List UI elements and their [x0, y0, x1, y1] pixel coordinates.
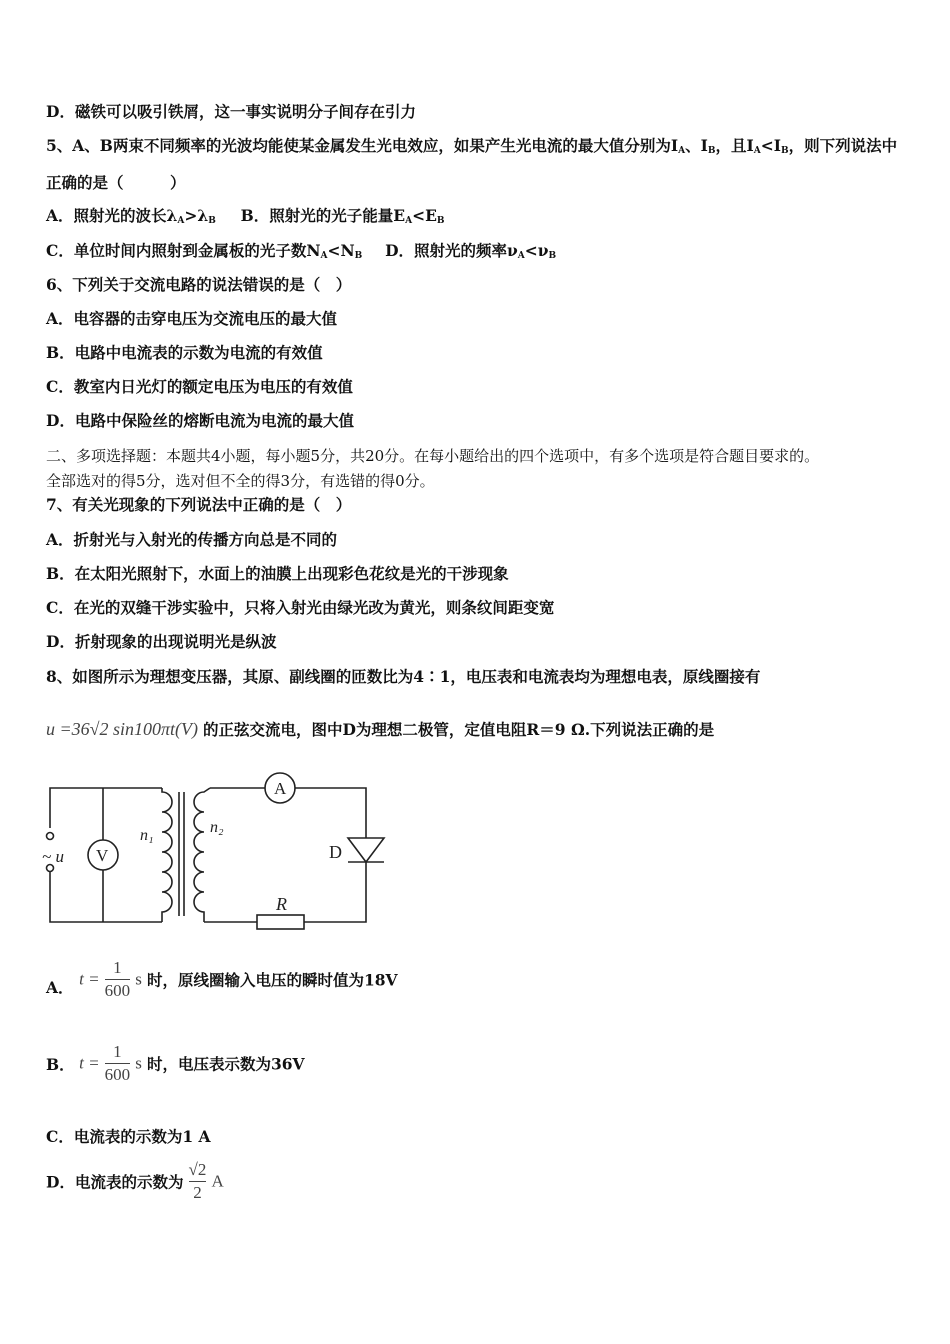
label-voltmeter: V — [96, 846, 109, 865]
q5-stem-part: ，且I — [715, 136, 754, 155]
q8-option-c: C．电流表的示数为1 A — [46, 1127, 211, 1146]
diode-symbol — [348, 838, 384, 862]
q5-stem-part: ，则下列说法中 — [788, 136, 898, 155]
fraction — [189, 1160, 207, 1203]
q8-stem-line1: 8、如图所示为理想变压器，其原、副线圈的匝数比为4∶1，电压表和电流表均为理想电表，原线圈接有 — [46, 667, 761, 686]
label-n1: n₁ — [140, 827, 154, 844]
q4-option-d: D．磁铁可以吸引铁屑，这一事实说明分子间存在引力 — [46, 102, 416, 121]
option-text: B．照射光的光子能量E — [240, 206, 406, 225]
subscript: A — [320, 251, 328, 261]
option-label: A． — [46, 977, 74, 997]
subscript: A — [678, 146, 686, 156]
subscript: A — [753, 146, 761, 156]
subscript: B — [548, 251, 557, 261]
q5-stem-part: 5、A、B两束不同频率的光波均能使某金属发生光电效应，如果产生光电流的最大值分别为I — [46, 136, 679, 155]
option-text: <E — [412, 206, 437, 225]
q6-option-d: D．电路中保险丝的熔断电流为电流的最大值 — [46, 411, 354, 430]
fraction — [105, 958, 131, 1001]
section2-heading-line2: 全部选对的得5分，选对但不全的得3分，有选错的得0分。 — [46, 472, 435, 490]
q5-option-a — [46, 206, 216, 225]
fraction-numerator: √2 — [188, 1160, 207, 1179]
subscript: B — [707, 146, 716, 156]
section2-heading-line1: 二、多项选择题：本题共4小题，每小题5分，共20分。在每小题给出的四个选项中，有多个选项是符合题目要求的。 — [46, 447, 820, 465]
q8-option-d — [46, 1160, 224, 1203]
subscript: A — [517, 251, 525, 261]
subscript: A — [177, 216, 185, 226]
subscript: B — [208, 216, 216, 226]
option-text: 时，电压表示数为36V — [146, 1054, 305, 1074]
fraction-numerator: 1 — [113, 958, 122, 977]
fraction — [105, 1042, 131, 1085]
fraction-denominator: 600 — [104, 1065, 131, 1084]
q5-option-d — [385, 241, 556, 260]
q5-stem — [46, 135, 897, 162]
q5-stem-part: 、I — [685, 136, 708, 155]
option-text: D．照射光的频率ν — [385, 241, 518, 260]
option-text: D．电流表的示数为 — [46, 1172, 184, 1192]
q6-stem: 6、下列关于交流电路的说法错误的是（ ） — [46, 275, 352, 294]
label-resistor: R — [276, 894, 287, 914]
t-variable: t = — [79, 1053, 100, 1073]
option-text: A．照射光的波长λ — [46, 206, 178, 225]
q5-stem-part: <I — [760, 136, 782, 155]
option-text: C．单位时间内照射到金属板的光子数N — [46, 241, 321, 260]
label-ammeter: A — [274, 779, 287, 798]
q7-option-c: C．在光的双缝干涉实验中，只将入射光由绿光改为黄光，则条纹间距变宽 — [46, 598, 555, 617]
q7-option-a: A．折射光与入射光的传播方向总是不同的 — [46, 530, 338, 549]
q6-option-b: B．电路中电流表的示数为电流的有效值 — [46, 343, 323, 362]
q8-formula: u =36√2 sin100πt(V) — [46, 719, 199, 739]
fraction-denominator: 600 — [104, 981, 131, 1000]
q5-option-c — [46, 241, 362, 260]
subscript: B — [436, 216, 445, 226]
subscript: B — [781, 146, 789, 156]
label-n2: n₂ — [210, 819, 224, 836]
option-text: <ν — [524, 241, 549, 260]
q8-option-b — [46, 1042, 305, 1085]
q5-option-b — [241, 206, 445, 225]
q7-option-b: B．在太阳光照射下，水面上的油膜上出现彩色花纹是光的干涉现象 — [46, 564, 509, 583]
option-text: >λ — [184, 206, 209, 225]
unit: s — [135, 969, 142, 989]
q5-stem-line2: 正确的是（ ） — [46, 173, 186, 192]
q6-option-a: A．电容器的击穿电压为交流电压的最大值 — [46, 309, 338, 328]
q8-stem-text: 的正弦交流电，图中D为理想二极管，定值电阻R＝9 Ω.下列说法正确的是 — [202, 720, 715, 739]
t-variable: t = — [79, 969, 100, 989]
option-label: B． — [46, 1054, 75, 1074]
q7-option-d: D．折射现象的出现说明光是纵波 — [46, 632, 277, 651]
fraction-numerator: 1 — [113, 1042, 122, 1061]
subscript: A — [405, 216, 413, 226]
q5-options-cd — [46, 240, 556, 267]
resistor-symbol — [257, 915, 304, 929]
subscript: B — [354, 251, 363, 261]
unit: s — [135, 1053, 142, 1073]
q6-option-c: C．教室内日光灯的额定电压为电压的有效值 — [46, 377, 353, 396]
unit: A — [211, 1171, 224, 1191]
fraction-denominator: 2 — [193, 1183, 202, 1202]
q8-option-a — [46, 958, 398, 1001]
q5-options-ab — [46, 205, 445, 232]
transformer-circuit-diagram — [38, 770, 398, 930]
option-text: 时，原线圈输入电压的瞬时值为18V — [146, 970, 398, 990]
option-text: <N — [327, 241, 355, 260]
label-u: ~ u — [42, 847, 64, 866]
q8-stem-line2 — [46, 718, 714, 741]
q7-stem: 7、有关光现象的下列说法中正确的是（ ） — [46, 495, 352, 514]
label-diode: D — [329, 842, 342, 862]
